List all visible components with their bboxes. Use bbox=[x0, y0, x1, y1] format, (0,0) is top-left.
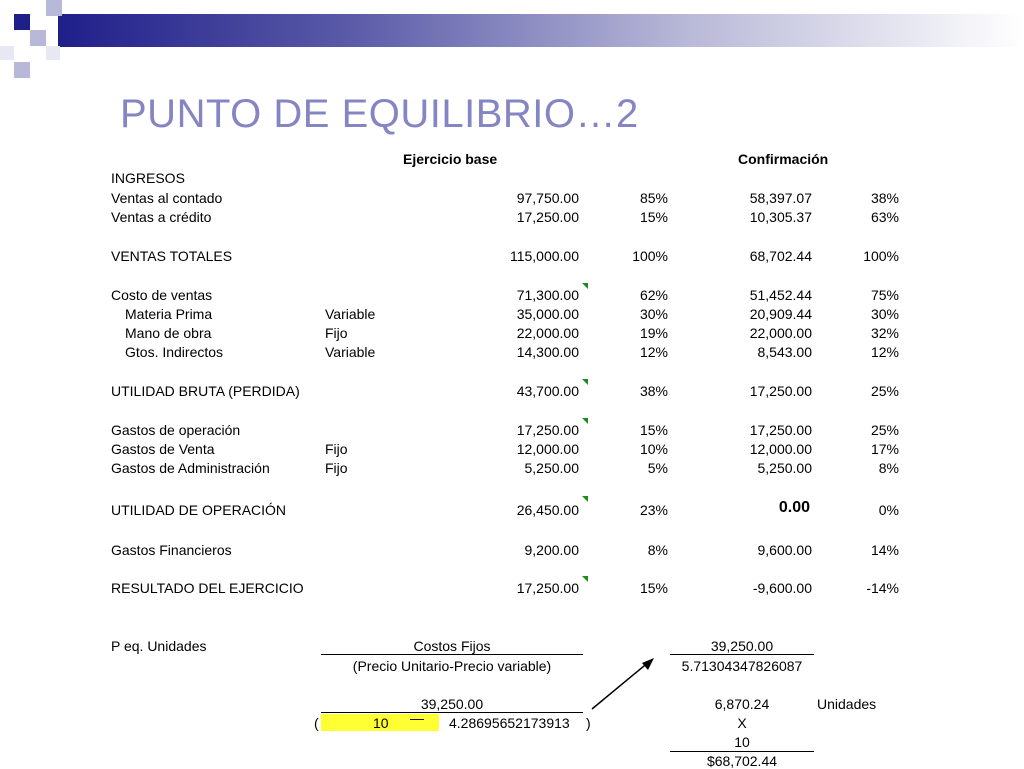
row-label: Gtos. Indirectos bbox=[125, 344, 224, 360]
header-confirmacion: Confirmación bbox=[738, 151, 829, 167]
cell-base: 17,250.00 bbox=[516, 580, 579, 596]
var-price-value: 4.28695652173913 bbox=[449, 715, 570, 731]
row-label: Costo de ventas bbox=[111, 287, 213, 303]
cell-base: 97,750.00 bbox=[516, 190, 579, 206]
cell-conf: 58,397.07 bbox=[749, 190, 812, 206]
decorative-square bbox=[0, 46, 14, 60]
cell-base: 26,450.00 bbox=[516, 502, 579, 518]
row-label: Ventas a crédito bbox=[111, 209, 212, 225]
cell-conf: 22,000.00 bbox=[749, 325, 812, 341]
cell-base-pct: 15% bbox=[639, 422, 668, 438]
cell-conf-highlighted: 0.00 bbox=[778, 499, 810, 516]
row-label: Gastos de operación bbox=[111, 422, 241, 438]
header-base: Ejercicio base bbox=[403, 151, 498, 167]
unidades-label: Unidades bbox=[817, 696, 877, 712]
total-value: $68,702.44 bbox=[706, 753, 778, 769]
costos-fijos-label: Costos Fijos bbox=[413, 638, 491, 654]
price-value: 10 bbox=[373, 715, 389, 731]
cell-base: 43,700.00 bbox=[516, 383, 579, 399]
cell-conf: 68,702.44 bbox=[749, 248, 812, 264]
cell-conf: 20,909.44 bbox=[749, 306, 812, 322]
cell-conf-pct: 75% bbox=[870, 287, 899, 303]
cell-base-pct: 100% bbox=[632, 248, 668, 264]
cell-base: 35,000.00 bbox=[516, 306, 579, 322]
close-paren: ) bbox=[586, 715, 591, 731]
cell-conf: 17,250.00 bbox=[749, 422, 812, 438]
row-label: RESULTADO DEL EJERCICIO bbox=[111, 580, 304, 596]
cell-base: 17,250.00 bbox=[516, 209, 579, 225]
cell-base: 22,000.00 bbox=[516, 325, 579, 341]
cell-type: Fijo bbox=[325, 325, 348, 341]
cell-type: Fijo bbox=[325, 441, 348, 457]
comment-marker-icon bbox=[582, 283, 588, 289]
cell-base: 14,300.00 bbox=[516, 344, 579, 360]
fraction-line bbox=[670, 654, 814, 655]
cell-conf-pct: 0% bbox=[878, 502, 899, 518]
row-label: Ventas al contado bbox=[111, 190, 223, 206]
precio-formula-label: (Precio Unitario-Precio variable) bbox=[352, 658, 552, 674]
cell-base: 115,000.00 bbox=[509, 248, 579, 264]
cell-base-pct: 12% bbox=[639, 344, 668, 360]
cell-base-pct: 15% bbox=[639, 209, 668, 225]
cell-base-pct: 19% bbox=[639, 325, 668, 341]
cell-conf: 5,250.00 bbox=[757, 460, 812, 476]
cell-type: Variable bbox=[325, 306, 376, 322]
comment-marker-icon bbox=[582, 496, 588, 502]
header-band bbox=[58, 14, 1024, 47]
decorative-square bbox=[46, 46, 60, 60]
row-label: Gastos Financieros bbox=[111, 542, 232, 558]
row-label: UTILIDAD DE OPERACIÓN bbox=[111, 502, 287, 518]
cell-base-pct: 62% bbox=[639, 287, 668, 303]
cell-conf-pct: 12% bbox=[870, 344, 899, 360]
cell-base-pct: 8% bbox=[647, 542, 668, 558]
decorative-square bbox=[14, 14, 30, 30]
cell-conf-pct: 14% bbox=[870, 542, 899, 558]
cell-conf: 10,305.37 bbox=[749, 209, 812, 225]
cell-conf-pct: 30% bbox=[870, 306, 899, 322]
cell-conf-pct: 32% bbox=[870, 325, 899, 341]
decorative-square bbox=[46, 0, 62, 16]
fraction-line bbox=[321, 654, 583, 655]
cell-base-pct: 5% bbox=[647, 460, 668, 476]
cell-conf-pct: 100% bbox=[863, 248, 899, 264]
cell-conf-pct: 63% bbox=[870, 209, 899, 225]
cell-conf: 17,250.00 bbox=[749, 383, 812, 399]
minus-sign: — bbox=[410, 710, 424, 726]
cell-conf: -9,600.00 bbox=[752, 580, 812, 596]
cell-base-pct: 23% bbox=[639, 502, 668, 518]
times-sign: X bbox=[737, 715, 747, 731]
cell-base: 12,000.00 bbox=[516, 441, 579, 457]
page-title: PUNTO DE EQUILIBRIO…2 bbox=[120, 92, 639, 136]
sum-line bbox=[670, 751, 814, 752]
fraction-line bbox=[321, 712, 583, 713]
cell-base-pct: 38% bbox=[639, 383, 668, 399]
multiplier-value: 10 bbox=[734, 734, 750, 750]
cf-value: 39,250.00 bbox=[710, 638, 774, 654]
cell-conf: 12,000.00 bbox=[749, 441, 812, 457]
cell-base-pct: 10% bbox=[639, 441, 668, 457]
row-label: Mano de obra bbox=[125, 325, 212, 341]
cell-conf: 8,543.00 bbox=[757, 344, 812, 360]
row-label: Materia Prima bbox=[125, 306, 213, 322]
comment-marker-icon bbox=[582, 379, 588, 385]
comment-marker-icon bbox=[582, 418, 588, 424]
cell-conf: 51,452.44 bbox=[749, 287, 812, 303]
row-label: UTILIDAD BRUTA (PERDIDA) bbox=[111, 383, 300, 399]
cell-type: Variable bbox=[325, 344, 376, 360]
cell-base-pct: 85% bbox=[639, 190, 668, 206]
row-label: Gastos de Administración bbox=[111, 460, 270, 476]
numerator-value: 39,250.00 bbox=[420, 696, 484, 712]
cell-conf-pct: 17% bbox=[870, 441, 899, 457]
decorative-square bbox=[30, 30, 46, 46]
cell-conf-pct: 8% bbox=[878, 460, 899, 476]
cell-type: Fijo bbox=[325, 460, 348, 476]
cell-base: 71,300.00 bbox=[516, 287, 579, 303]
cell-conf-pct: 25% bbox=[870, 383, 899, 399]
comment-marker-icon bbox=[582, 576, 588, 582]
peq-label: P eq. Unidades bbox=[111, 638, 207, 654]
row-label-ingresos: INGRESOS bbox=[111, 170, 185, 186]
cell-base: 17,250.00 bbox=[516, 422, 579, 438]
cell-conf: 9,600.00 bbox=[757, 542, 812, 558]
cell-conf-pct: -14% bbox=[866, 580, 899, 596]
unidades-value: 6,870.24 bbox=[714, 696, 770, 712]
cell-conf-pct: 25% bbox=[870, 422, 899, 438]
row-label: Gastos de Venta bbox=[111, 441, 215, 457]
row-label: VENTAS TOTALES bbox=[111, 248, 233, 264]
decorative-square bbox=[14, 62, 30, 78]
arrow-icon bbox=[590, 655, 660, 711]
cell-base-pct: 15% bbox=[639, 580, 668, 596]
cell-base: 9,200.00 bbox=[524, 542, 579, 558]
cell-base-pct: 30% bbox=[639, 306, 668, 322]
open-paren: ( bbox=[314, 715, 319, 731]
cell-base: 5,250.00 bbox=[524, 460, 579, 476]
cell-conf-pct: 38% bbox=[870, 190, 899, 206]
ratio-value: 5.71304347826087 bbox=[681, 658, 803, 674]
